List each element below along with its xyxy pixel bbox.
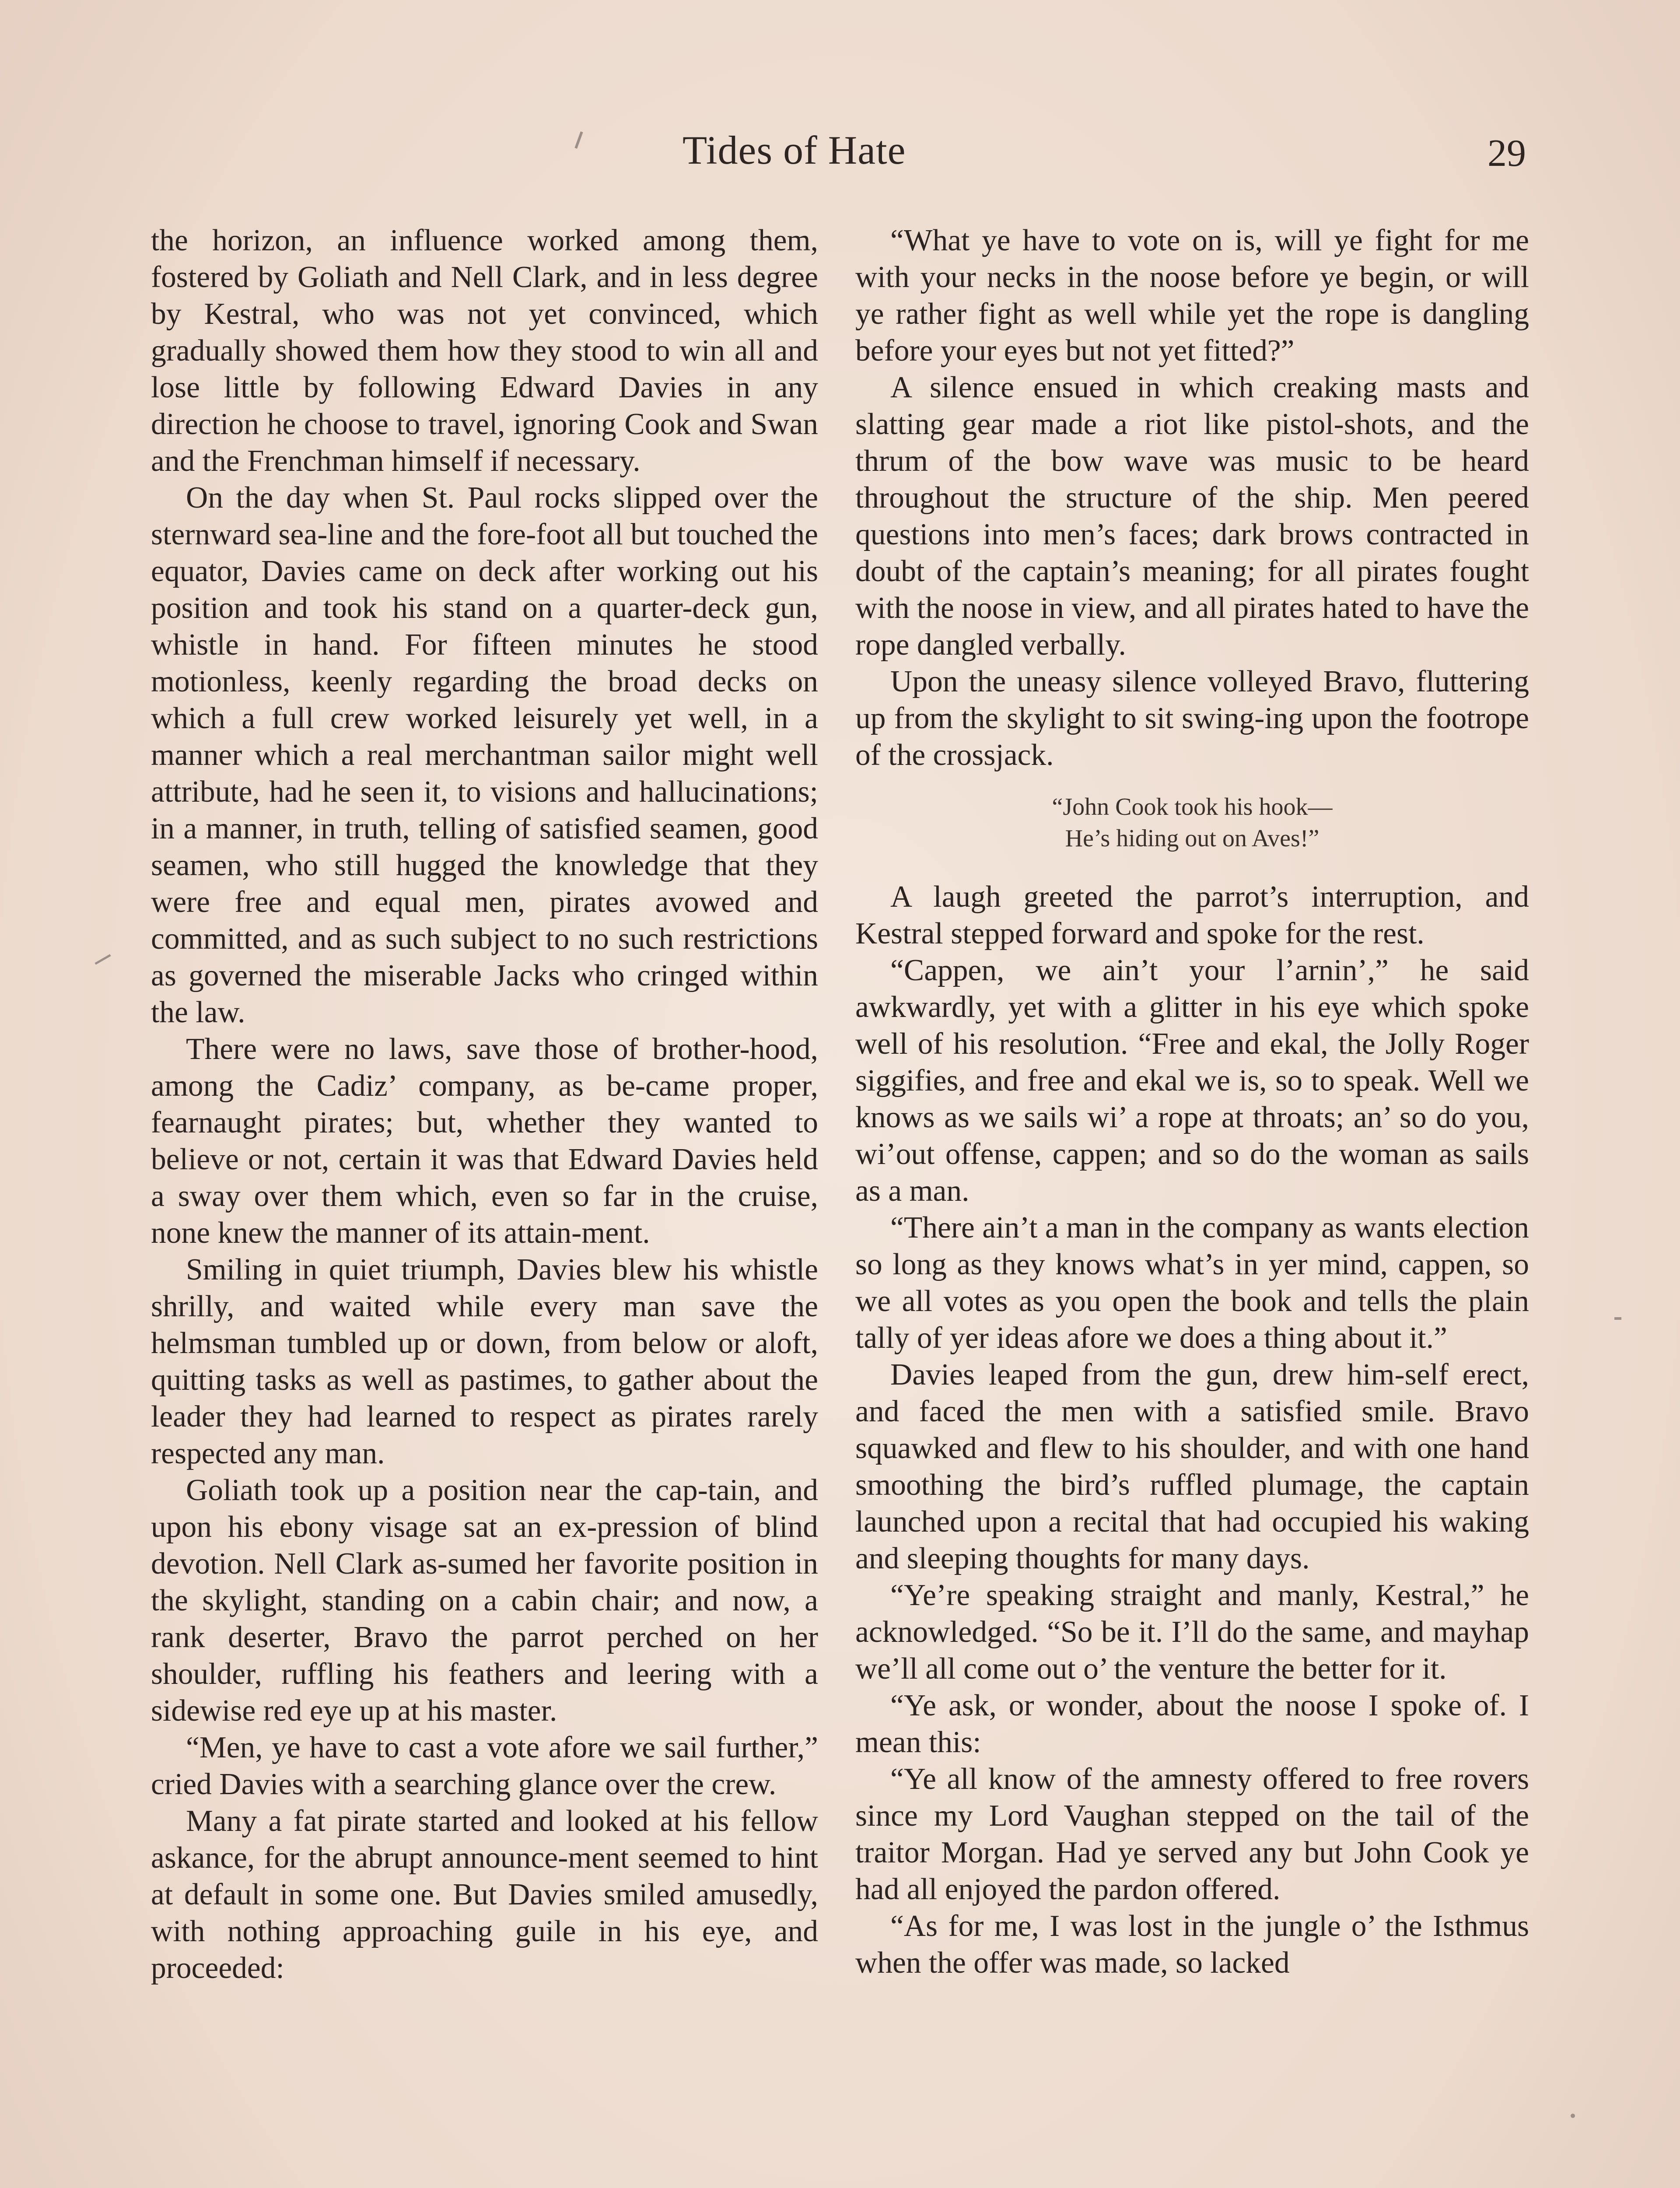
paragraph: “Ye all know of the amnesty offered to free rovers since my Lord Vaughan stepped on the tail of the traitor Morgan. Had ye served any but John Cook ye had all enjoyed the pardon offered. (855, 1762, 1529, 1906)
paragraph: A silence ensued in which creaking masts and slatting gear made a riot like pistol-shots, and the thrum of the bow wave was music to be heard throughout the structure of the ship. Men peered questions into men’s faces; dark brows contracted in doubt of the captain’s meaning; for all pirates fought with the noose in view, and all pirates hated to have the rope dangled verbally. (855, 371, 1529, 662)
paragraph: There were no laws, save those of brother-hood, among the Cadiz’ company, as be-came proper, fearnaught pirates; but, whether they wanted to believe or not, certain it was that Edward Davies held a sway over them which, even so far in the cruise, none knew the manner of its attain-ment. (151, 1032, 818, 1250)
paragraph: Upon the uneasy silence volleyed Bravo, fluttering up from the skylight to sit swing-ing upon the footrope of the crossjack. (855, 665, 1529, 772)
page-number: 29 (1488, 132, 1526, 175)
verse-line: He’s hiding out on Aves!” (1065, 825, 1320, 852)
paragraph: “There ain’t a man in the company as wants election so long as they knows what’s in yer mind, cappen, so we all votes as you open the book and tells the plain tally of yer ideas afore we does a thing about it.” (855, 1211, 1529, 1355)
paragraph: “Ye ask, or wonder, about the noose I spoke of. I mean this: (855, 1689, 1529, 1759)
ink-speck (94, 954, 111, 964)
paragraph: Davies leaped from the gun, drew him-self erect, and faced the men with a satisfied smile. Bravo squawked and flew to his shoulder, and with one hand smoothing the bird’s ruffled plumage, the captain launched upon a recital that had occupied his waking and sleeping thoughts for many days. (855, 1358, 1529, 1575)
right-column (855, 222, 1529, 1981)
paragraph: “Ye’re speaking straight and manly, Kestral,” he acknowledged. “So be it. I’ll do the same, and mayhap we’ll all come out o’ the venture the better for it. (855, 1578, 1529, 1686)
paragraph: A laugh greeted the parrot’s interruption, and Kestral stepped forward and spoke for the rest. (855, 880, 1529, 950)
left-column (151, 222, 818, 1987)
paragraph: On the day when St. Paul rocks slipped over the sternward sea-line and the fore-foot all but touched the equator, Davies came on deck after working out his position and took his stand on a quarter-deck gun, whistle in hand. For fifteen minutes he stood motionless, keenly regarding the broad decks on which a full crew worked leisurely yet well, in a manner which a real merchantman sailor might well attribute, had he seen it, to visions and hallucinations; in a manner, in truth, telling of satisfied seamen, good seamen, who still hugged the knowledge that they were free and equal men, pirates avowed and committed, and as such subject to no such restrictions as governed the miserable Jacks who cringed within the law. (151, 481, 818, 1029)
paragraph: “Men, ye have to cast a vote afore we sail further,” cried Davies with a searching glance over the crew. (151, 1731, 818, 1801)
ink-speck (1614, 1317, 1621, 1320)
paragraph: Smiling in quiet triumph, Davies blew his whistle shrilly, and waited while every man save the helmsman tumbled up or down, from below or aloft, quitting tasks as well as pastimes, to gather about the leader they had learned to respect as pirates rarely respected any man. (151, 1253, 818, 1470)
paragraph: “As for me, I was lost in the jungle o’ the Isthmus when the offer was made, so lacked (855, 1909, 1529, 1980)
paragraph: Many a fat pirate started and looked at his fellow askance, for the abrupt announce-ment seemed to hint at default in some one. But Davies smiled amusedly, with nothing approaching guile in his eye, and proceeded: (151, 1804, 818, 1985)
paragraph: “Cappen, we ain’t your l’arnin’,” he said awkwardly, yet with a glitter in his eye which spoke well of his resolution. “Free and ekal, the Jolly Roger siggifies, and free and ekal we is, so to speak. Well we knows as we sails wi’ a rope at throats; an’ so do you, wi’out offense, cappen; and so do the woman as sails as a man. (855, 954, 1529, 1208)
running-head-title: Tides of Hate (682, 128, 906, 172)
ink-speck (574, 131, 583, 149)
ink-speck (1571, 2114, 1575, 2118)
verse-line: “John Cook took his hook— (1052, 793, 1333, 820)
paragraph: “What ye have to vote on is, will ye fight for me with your necks in the noose before ye begin, or will ye rather fight as well while yet the rope is dangling before your eyes but not yet fitted?” (855, 224, 1529, 368)
parrot-verse (855, 791, 1529, 854)
paragraph: Goliath took up a position near the cap-tain, and upon his ebony visage sat an ex-pression of blind devotion. Nell Clark as-sumed her favorite position in the skylight, standing on a cabin chair; and now, a rank deserter, Bravo the parrot perched on her shoulder, ruffling his feathers and leering with a sidewise red eye up at his master. (151, 1473, 818, 1728)
paragraph: the horizon, an influence worked among them, fostered by Goliath and Nell Clark, and in less degree by Kestral, who was not yet convinced, which gradually showed them how they stood to win all and lose little by following Edward Davies in any direction he choose to travel, ignoring Cook and Swan and the Frenchman himself if necessary. (151, 224, 818, 478)
